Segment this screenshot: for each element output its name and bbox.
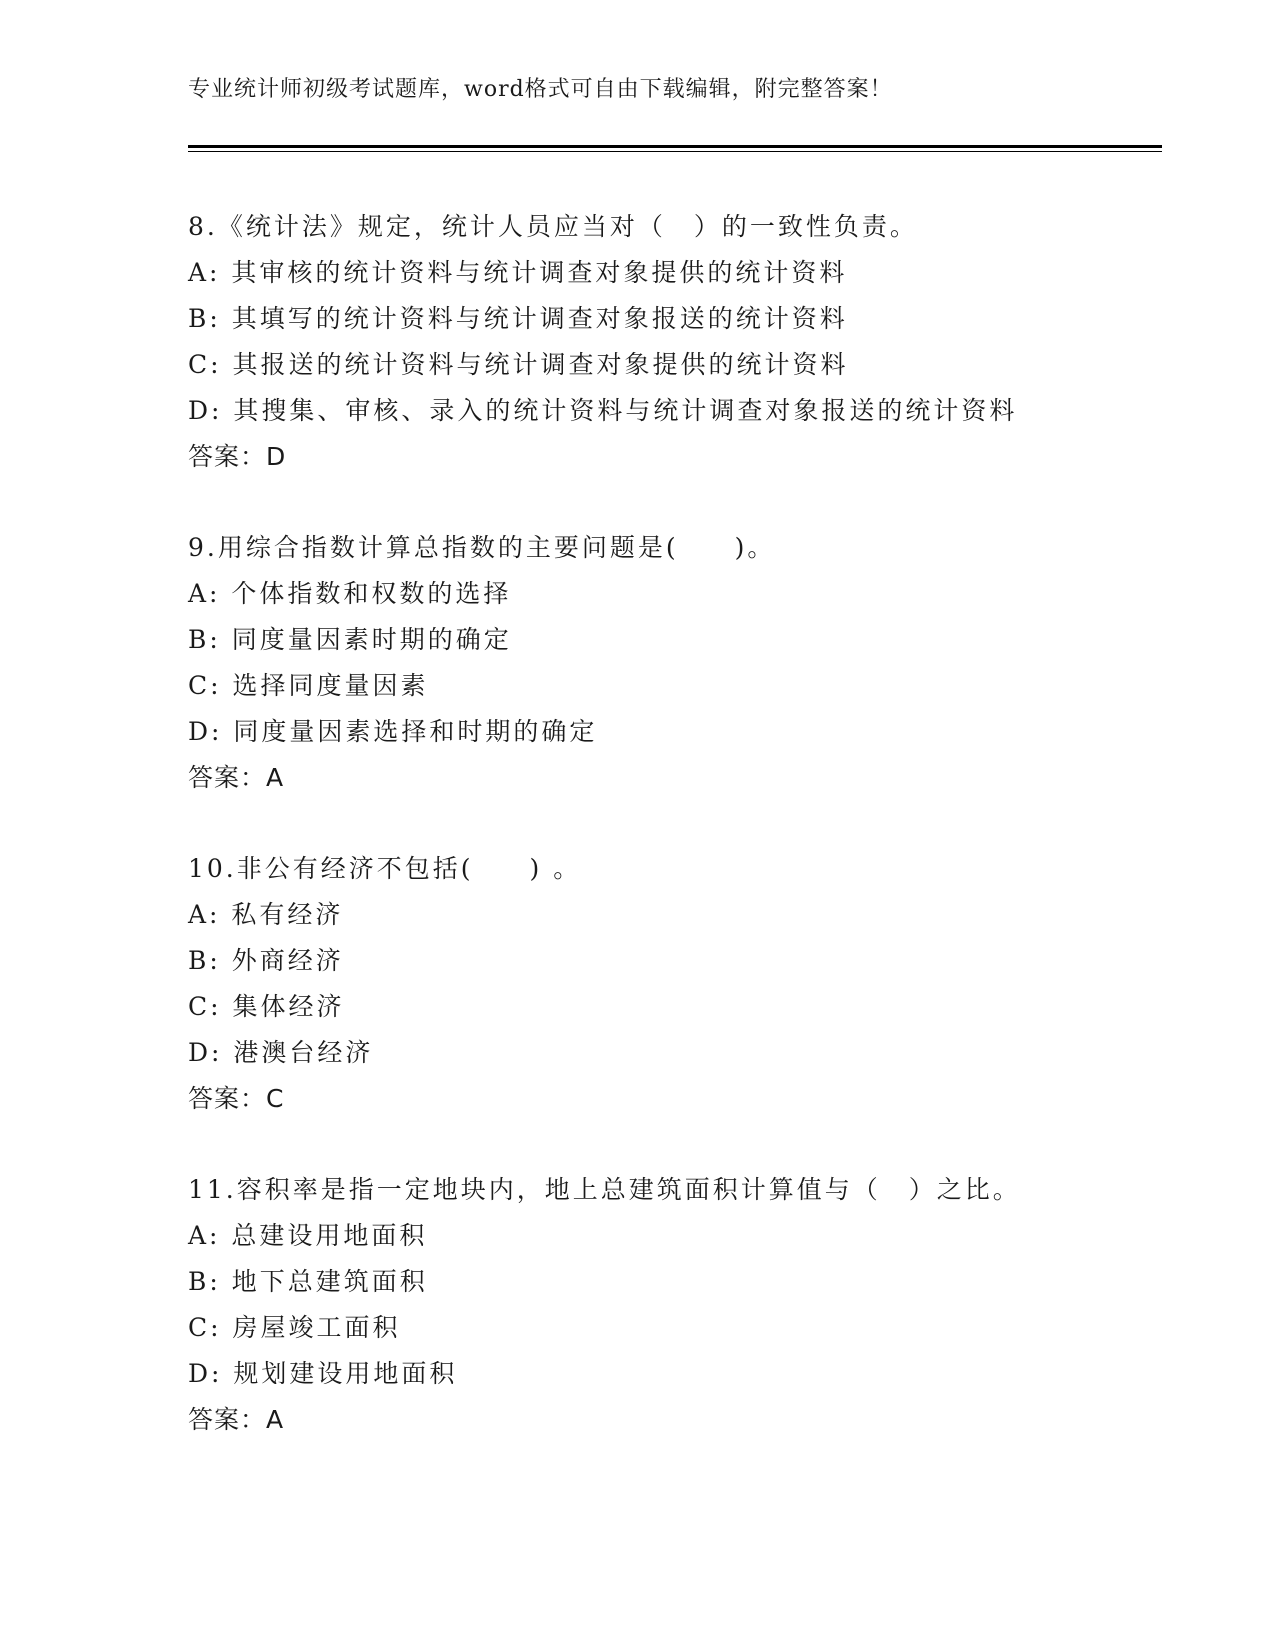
question-list [188,204,1148,1488]
option-d: D: 港澳台经济 [188,1038,374,1067]
answer: 答案：C [188,1084,285,1113]
question-10 [188,846,1148,1122]
option-c: C: 其报送的统计资料与统计调查对象提供的统计资料 [188,350,849,379]
option-b: B: 外商经济 [188,946,344,975]
option-b: B: 其填写的统计资料与统计调查对象报送的统计资料 [188,304,848,333]
option-b: B: 地下总建筑面积 [188,1267,428,1296]
option-a: A: 总建设用地面积 [188,1221,428,1250]
question-9 [188,525,1148,801]
header-divider-thin [188,151,1162,152]
option-a: A: 其审核的统计资料与统计调查对象提供的统计资料 [188,258,848,287]
option-d: D: 其搜集、审核、录入的统计资料与统计调查对象报送的统计资料 [188,396,1018,425]
option-b: B: 同度量因素时期的确定 [188,625,512,654]
question-stem: 9.用综合指数计算总指数的主要问题是( )。 [188,533,776,562]
option-d: D: 同度量因素选择和时期的确定 [188,717,598,746]
question-stem: 8.《统计法》规定，统计人员应当对（ ）的一致性负责。 [188,212,918,241]
answer: 答案：A [188,763,285,792]
option-c: C: 房屋竣工面积 [188,1313,401,1342]
question-11 [188,1167,1148,1443]
question-8 [188,204,1148,480]
question-stem: 10.非公有经济不包括( ) 。 [188,854,582,883]
page-header-text: 专业统计师初级考试题库，word格式可自由下载编辑，附完整答案！ [188,77,893,102]
option-c: C: 选择同度量因素 [188,671,429,700]
question-stem: 11.容积率是指一定地块内，地上总建筑面积计算值与（ ）之比。 [188,1175,1021,1204]
header-divider-thick [188,145,1162,148]
answer: 答案：A [188,1405,285,1434]
option-c: C: 集体经济 [188,992,345,1021]
option-a: A: 私有经济 [188,900,344,929]
option-d: D: 规划建设用地面积 [188,1359,458,1388]
answer: 答案：D [188,442,287,471]
option-a: A: 个体指数和权数的选择 [188,579,512,608]
